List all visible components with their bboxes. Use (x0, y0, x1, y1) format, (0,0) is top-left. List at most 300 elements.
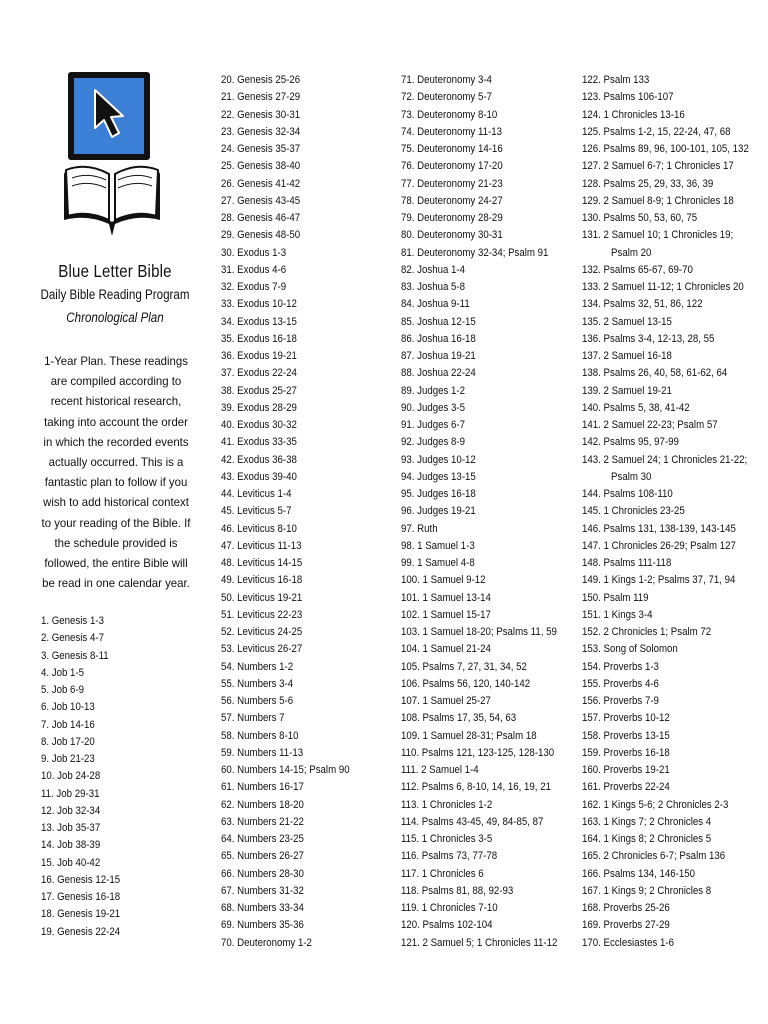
reading-item (582, 193, 749, 210)
reading-text: 32. Exodus 7-9 (221, 281, 287, 293)
reading-text: 40. Exodus 30-32 (221, 419, 297, 431)
reading-text: 160. Proverbs 19-21 (582, 764, 670, 776)
plan-description: 1-Year Plan. These readings are compiled according to recent historical research, taking into account the order in which the recorded events actually occurred. This is a fantastic plan to follow if you wish to add historical context to your reading of the Bible. If the schedule provided is followed, the entire Bible will be read in one calendar year. (41, 354, 191, 591)
reading-item (221, 728, 350, 745)
reading-text: 63. Numbers 21-22 (221, 815, 304, 828)
reading-item (582, 745, 749, 762)
reading-item (221, 383, 350, 400)
reading-text: 23. Genesis 32-34 (221, 125, 301, 138)
reading-item (582, 434, 749, 451)
reading-text: 61. Numbers 16-17 (221, 781, 304, 794)
reading-text: 76. Deuteronomy 17-20 (401, 160, 503, 173)
reading-item (221, 797, 350, 814)
reading-text: 141. 2 Samuel 22-23; Psalm 57 (582, 419, 718, 431)
reading-item (221, 624, 350, 641)
reading-text: 54. Numbers 1-2 (221, 660, 294, 673)
reading-text: 17. Genesis 16-18 (41, 891, 121, 903)
reading-item (41, 665, 120, 682)
reading-text: 91. Judges 6-7 (401, 419, 466, 431)
reading-item (401, 296, 557, 313)
reading-text: 77. Deuteronomy 21-23 (401, 177, 503, 190)
reading-item (582, 538, 749, 555)
reading-item (582, 848, 749, 865)
reading-text: 156. Proverbs 7-9 (582, 695, 659, 707)
reading-item (401, 693, 557, 710)
reading-text: 70. Deuteronomy 1-2 (221, 936, 312, 949)
reading-item (582, 728, 749, 745)
reading-item (401, 417, 557, 434)
reading-item (221, 434, 350, 451)
reading-text: 103. 1 Samuel 18-20; Psalms 11, 59 (401, 626, 557, 638)
reading-item (401, 124, 557, 141)
reading-text: 107. 1 Samuel 25-27 (401, 695, 491, 707)
reading-text: 15. Job 40-42 (41, 856, 101, 869)
reading-text: 120. Psalms 102-104 (401, 919, 493, 932)
reading-item (221, 866, 350, 883)
reading-text: 73. Deuteronomy 8-10 (401, 108, 498, 121)
reading-item (41, 820, 120, 837)
reading-item (221, 779, 350, 796)
reading-item (582, 555, 749, 572)
reading-text: 66. Numbers 28-30 (221, 867, 304, 880)
reading-item (582, 124, 749, 141)
reading-text: 16. Genesis 12-15 (41, 873, 121, 886)
reading-item (401, 452, 557, 469)
reading-text: 110. Psalms 121, 123-125, 128-130 (401, 746, 555, 759)
reading-text: 65. Numbers 26-27 (221, 850, 304, 863)
plan-name: Chronological Plan (66, 310, 164, 325)
reading-text: 49. Leviticus 16-18 (221, 574, 303, 587)
reading-item (401, 745, 557, 762)
reading-item (221, 193, 350, 210)
reading-text: 142. Psalms 95, 97-99 (582, 436, 679, 449)
reading-item (41, 648, 120, 665)
reading-text: 29. Genesis 48-50 (221, 229, 301, 242)
reading-item (41, 768, 120, 785)
reading-text: 88. Joshua 22-24 (401, 367, 476, 380)
reading-item (41, 717, 120, 734)
reading-item (41, 889, 120, 906)
reading-item (582, 227, 749, 244)
reading-item (401, 572, 557, 589)
reading-item (41, 855, 120, 872)
reading-item (221, 572, 350, 589)
reading-item (41, 751, 120, 768)
reading-item (221, 762, 350, 779)
reading-text: 38. Exodus 25-27 (221, 384, 297, 397)
reading-item (582, 797, 749, 814)
reading-item (221, 503, 350, 520)
reading-item (582, 590, 749, 607)
reading-text: 48. Leviticus 14-15 (221, 557, 303, 569)
reading-item (582, 331, 749, 348)
reading-item (582, 158, 749, 175)
reading-item (582, 400, 749, 417)
reading-text: 21. Genesis 27-29 (221, 91, 301, 104)
reading-item (41, 786, 120, 803)
program-subtitle: Daily Bible Reading Program (40, 287, 190, 302)
reading-item (401, 762, 557, 779)
reading-item (401, 486, 557, 503)
reading-item (401, 538, 557, 555)
reading-text: 144. Psalms 108-110 (582, 488, 673, 500)
reading-item (582, 452, 749, 469)
reading-item (41, 803, 120, 820)
reading-item (221, 676, 350, 693)
reading-text: 7. Job 14-16 (41, 718, 95, 731)
reading-item (221, 245, 350, 262)
reading-item (582, 89, 749, 106)
reading-item (401, 607, 557, 624)
reading-text: 4. Job 1-5 (41, 666, 85, 679)
reading-item (221, 210, 350, 227)
reading-item (401, 107, 557, 124)
reading-item (221, 158, 350, 175)
reading-text: 109. 1 Samuel 28-31; Psalm 18 (401, 729, 537, 742)
reading-item (41, 906, 120, 923)
reading-text: 74. Deuteronomy 11-13 (401, 125, 502, 138)
reading-text: 128. Psalms 25, 29, 33, 36, 39 (582, 177, 714, 190)
reading-text: 126. Psalms 89, 96, 100-101, 105, 132 (582, 143, 749, 155)
reading-item (401, 814, 557, 831)
reading-item (221, 400, 350, 417)
reading-item (221, 89, 350, 106)
reading-item (582, 383, 749, 400)
reading-text: 62. Numbers 18-20 (221, 798, 304, 811)
reading-text: 129. 2 Samuel 8-9; 1 Chronicles 18 (582, 194, 734, 207)
reading-item (221, 814, 350, 831)
reading-item (582, 176, 749, 193)
reading-text: 26. Genesis 41-42 (221, 177, 301, 190)
reading-item (401, 89, 557, 106)
reading-text: 71. Deuteronomy 3-4 (401, 74, 492, 86)
reading-text: 33. Exodus 10-12 (221, 298, 297, 311)
reading-text: 162. 1 Kings 5-6; 2 Chronicles 2-3 (582, 798, 729, 811)
reading-text: 125. Psalms 1-2, 15, 22-24, 47, 68 (582, 125, 731, 138)
reading-item (401, 314, 557, 331)
reading-text: 78. Deuteronomy 24-27 (401, 194, 503, 207)
reading-text: 131. 2 Samuel 10; 1 Chronicles 19; (582, 229, 734, 242)
reading-text: 56. Numbers 5-6 (221, 695, 294, 707)
reading-text: 67. Numbers 31-32 (221, 884, 304, 897)
reading-text: 85. Joshua 12-15 (401, 315, 476, 328)
reading-text: 11. Job 29-31 (41, 787, 100, 800)
reading-text: 19. Genesis 22-24 (41, 925, 121, 938)
reading-item (582, 676, 749, 693)
reading-text: 84. Joshua 9-11 (401, 298, 470, 311)
reading-text: 28. Genesis 46-47 (221, 212, 301, 224)
reading-text: 41. Exodus 33-35 (221, 436, 297, 449)
reading-text: 151. 1 Kings 3-4 (582, 608, 653, 621)
reading-item (582, 710, 749, 727)
reading-text: 117. 1 Chronicles 6 (401, 867, 484, 880)
reading-text: 101. 1 Samuel 13-14 (401, 591, 491, 604)
reading-item (401, 676, 557, 693)
reading-item (221, 348, 350, 365)
reading-item (401, 866, 557, 883)
reading-item (221, 831, 350, 848)
reading-text: 81. Deuteronomy 32-34; Psalm 91 (401, 246, 549, 259)
reading-item (401, 503, 557, 520)
reading-text: 132. Psalms 65-67, 69-70 (582, 263, 693, 276)
reading-item (401, 279, 557, 296)
reading-item (221, 590, 350, 607)
reading-item (221, 227, 350, 244)
reading-text: 72. Deuteronomy 5-7 (401, 91, 492, 104)
reading-item (401, 400, 557, 417)
reading-item (401, 900, 557, 917)
reading-text: 68. Numbers 33-34 (221, 902, 304, 914)
reading-item (221, 555, 350, 572)
reading-text: 123. Psalms 106-107 (582, 91, 674, 104)
reading-item (41, 872, 120, 889)
reading-item (401, 176, 557, 193)
reading-item (401, 521, 557, 538)
reading-item (401, 245, 557, 262)
reading-text: 55. Numbers 3-4 (221, 677, 294, 690)
reading-text: 115. 1 Chronicles 3-5 (401, 833, 493, 845)
reading-item (221, 486, 350, 503)
reading-text: 153. Song of Solomon (582, 643, 678, 656)
reading-text: 89. Judges 1-2 (401, 384, 466, 397)
reading-text: 170. Ecclesiastes 1-6 (582, 936, 675, 949)
reading-text: 5. Job 6-9 (41, 684, 85, 696)
reading-item (401, 831, 557, 848)
reading-item (582, 659, 749, 676)
reading-text: 27. Genesis 43-45 (221, 194, 301, 207)
reading-column-1 (41, 613, 131, 941)
reading-text: 150. Psalm 119 (582, 591, 649, 604)
reading-text: 116. Psalms 73, 77-78 (401, 850, 498, 863)
reading-text: 13. Job 35-37 (41, 822, 101, 834)
reading-item (401, 193, 557, 210)
reading-item (582, 210, 749, 227)
reading-item (221, 469, 350, 486)
reading-item (582, 296, 749, 313)
reading-text: 80. Deuteronomy 30-31 (401, 229, 503, 242)
reading-text: 20. Genesis 25-26 (221, 74, 301, 86)
reading-item (582, 831, 749, 848)
reading-text: 108. Psalms 17, 35, 54, 63 (401, 712, 517, 725)
reading-item (221, 693, 350, 710)
reading-text: 140. Psalms 5, 38, 41-42 (582, 401, 690, 414)
reading-text: 8. Job 17-20 (41, 735, 95, 748)
reading-text: 12. Job 32-34 (41, 804, 101, 817)
site-title: Blue Letter Bible (58, 261, 172, 281)
reading-item (401, 883, 557, 900)
reading-text: 82. Joshua 1-4 (401, 263, 466, 276)
reading-item (401, 590, 557, 607)
reading-text: 99. 1 Samuel 4-8 (401, 557, 475, 569)
reading-item (221, 710, 350, 727)
reading-text: 60. Numbers 14-15; Psalm 90 (221, 764, 350, 776)
reading-item (582, 107, 749, 124)
reading-text: 64. Numbers 23-25 (221, 833, 304, 845)
reading-text: 161. Proverbs 22-24 (582, 781, 670, 794)
reading-item (401, 383, 557, 400)
reading-item (582, 417, 749, 434)
reading-item (582, 486, 749, 503)
reading-text: 136. Psalms 3-4, 12-13, 28, 55 (582, 332, 715, 345)
reading-text: 6. Job 10-13 (41, 701, 95, 714)
reading-item (221, 124, 350, 141)
reading-item (221, 538, 350, 555)
reading-item (221, 745, 350, 762)
reading-text: 43. Exodus 39-40 (221, 470, 297, 483)
reading-item (41, 699, 120, 716)
reading-item (582, 141, 749, 158)
reading-text: 36. Exodus 19-21 (221, 350, 297, 362)
reading-text: 92. Judges 8-9 (401, 436, 466, 449)
reading-text: 9. Job 21-23 (41, 753, 95, 765)
reading-item (221, 607, 350, 624)
reading-item (582, 365, 749, 382)
reading-text: 50. Leviticus 19-21 (221, 591, 303, 604)
reading-text: 143. 2 Samuel 24; 1 Chronicles 21-22; (582, 453, 748, 466)
reading-item (401, 728, 557, 745)
reading-item (221, 331, 350, 348)
reading-text: 166. Psalms 134, 146-150 (582, 867, 696, 880)
reading-item (221, 296, 350, 313)
reading-item (221, 262, 350, 279)
reading-item (401, 72, 557, 89)
reading-text: 124. 1 Chronicles 13-16 (582, 108, 685, 121)
reading-text: 147. 1 Chronicles 26-29; Psalm 127 (582, 539, 736, 552)
reading-item (582, 866, 749, 883)
reading-text: 34. Exodus 13-15 (221, 315, 297, 328)
reading-text: 163. 1 Kings 7; 2 Chronicles 4 (582, 815, 712, 828)
reading-item (582, 693, 749, 710)
reading-text: 2. Genesis 4-7 (41, 632, 104, 645)
open-book-icon (66, 167, 158, 220)
reading-item (401, 710, 557, 727)
reading-item (41, 630, 120, 647)
reading-item (401, 348, 557, 365)
reading-text: 105. Psalms 7, 27, 31, 34, 52 (401, 660, 527, 673)
reading-text: 35. Exodus 16-18 (221, 332, 297, 345)
reading-text: 47. Leviticus 11-13 (221, 539, 302, 552)
reading-text: 155. Proverbs 4-6 (582, 677, 659, 690)
reading-text: 114. Psalms 43-45, 49, 84-85, 87 (401, 815, 544, 828)
reading-text: 154. Proverbs 1-3 (582, 660, 659, 673)
reading-column-2 (221, 72, 367, 952)
reading-item (401, 262, 557, 279)
reading-item (401, 917, 557, 934)
reading-text: 24. Genesis 35-37 (221, 143, 301, 155)
reading-text: 10. Job 24-28 (41, 770, 101, 783)
reading-item (582, 762, 749, 779)
reading-item (582, 245, 749, 262)
reading-text: 133. 2 Samuel 11-12; 1 Chronicles 20 (582, 281, 744, 293)
reading-text: 158. Proverbs 13-15 (582, 729, 670, 742)
reading-item (41, 734, 120, 751)
reading-text: 52. Leviticus 24-25 (221, 626, 303, 638)
reading-item (221, 141, 350, 158)
reading-text: 51. Leviticus 22-23 (221, 608, 303, 621)
reading-item (401, 141, 557, 158)
reading-item (582, 279, 749, 296)
reading-text: 102. 1 Samuel 15-17 (401, 608, 491, 621)
reading-column-3 (401, 72, 579, 952)
reading-text: 22. Genesis 30-31 (221, 108, 301, 121)
reading-text: 146. Psalms 131, 138-139, 143-145 (582, 522, 736, 535)
reading-item (582, 262, 749, 279)
reading-item (582, 814, 749, 831)
reading-text: 42. Exodus 36-38 (221, 453, 297, 466)
reading-text: 3. Genesis 8-11 (41, 649, 109, 662)
reading-item (401, 331, 557, 348)
reading-text: 79. Deuteronomy 28-29 (401, 212, 503, 224)
reading-text: 1. Genesis 1-3 (41, 615, 104, 627)
reading-text: 96. Judges 19-21 (401, 505, 476, 518)
reading-text: 145. 1 Chronicles 23-25 (582, 505, 685, 518)
reading-item (582, 883, 749, 900)
reading-text: 118. Psalms 81, 88, 92-93 (401, 884, 514, 897)
reading-text: 168. Proverbs 25-26 (582, 902, 670, 914)
reading-text: 45. Leviticus 5-7 (221, 505, 292, 518)
reading-text: 58. Numbers 8-10 (221, 729, 299, 742)
reading-item (582, 72, 749, 89)
reading-text: 121. 2 Samuel 5; 1 Chronicles 11-12 (401, 936, 558, 949)
reading-text: 69. Numbers 35-36 (221, 919, 304, 932)
reading-item (221, 107, 350, 124)
reading-item (582, 641, 749, 658)
reading-item (221, 176, 350, 193)
reading-text: 106. Psalms 56, 120, 140-142 (401, 677, 531, 690)
reading-item (41, 924, 120, 941)
reading-text: 94. Judges 13-15 (401, 470, 476, 483)
reading-text: 83. Joshua 5-8 (401, 281, 466, 293)
reading-item (401, 469, 557, 486)
reading-item (221, 659, 350, 676)
reading-text: Psalm 30 (611, 470, 652, 483)
reading-item (401, 848, 557, 865)
reading-text: 134. Psalms 32, 51, 86, 122 (582, 298, 703, 311)
reading-text: 111. 2 Samuel 1-4 (401, 764, 479, 776)
reading-text: 104. 1 Samuel 21-24 (401, 643, 491, 656)
reading-item (582, 521, 749, 538)
reading-item (41, 837, 120, 854)
reading-item (582, 935, 749, 952)
reading-text: Psalm 20 (611, 246, 652, 259)
reading-item (582, 314, 749, 331)
reading-item (401, 797, 557, 814)
reading-text: 46. Leviticus 8-10 (221, 522, 297, 535)
blue-letter-bible-logo (62, 70, 162, 238)
reading-text: 44. Leviticus 1-4 (221, 488, 292, 500)
reading-text: 87. Joshua 19-21 (401, 350, 476, 362)
reading-text: 113. 1 Chronicles 1-2 (401, 798, 493, 811)
reading-text: 59. Numbers 11-13 (221, 746, 304, 759)
reading-item (221, 417, 350, 434)
reading-item (221, 900, 350, 917)
reading-item (401, 555, 557, 572)
reading-item (41, 613, 120, 630)
reading-text: 167. 1 Kings 9; 2 Chronicles 8 (582, 884, 712, 897)
reading-text: 127. 2 Samuel 6-7; 1 Chronicles 17 (582, 160, 734, 173)
reading-item (582, 348, 749, 365)
reading-text: 18. Genesis 19-21 (41, 908, 121, 921)
reading-text: 75. Deuteronomy 14-16 (401, 143, 503, 155)
reading-item (582, 572, 749, 589)
reading-item (221, 452, 350, 469)
reading-item (401, 935, 557, 952)
reading-text: 135. 2 Samuel 13-15 (582, 315, 672, 328)
reading-text: 57. Numbers 7 (221, 712, 285, 725)
reading-item (401, 641, 557, 658)
reading-text: 93. Judges 10-12 (401, 453, 476, 466)
reading-item (221, 917, 350, 934)
